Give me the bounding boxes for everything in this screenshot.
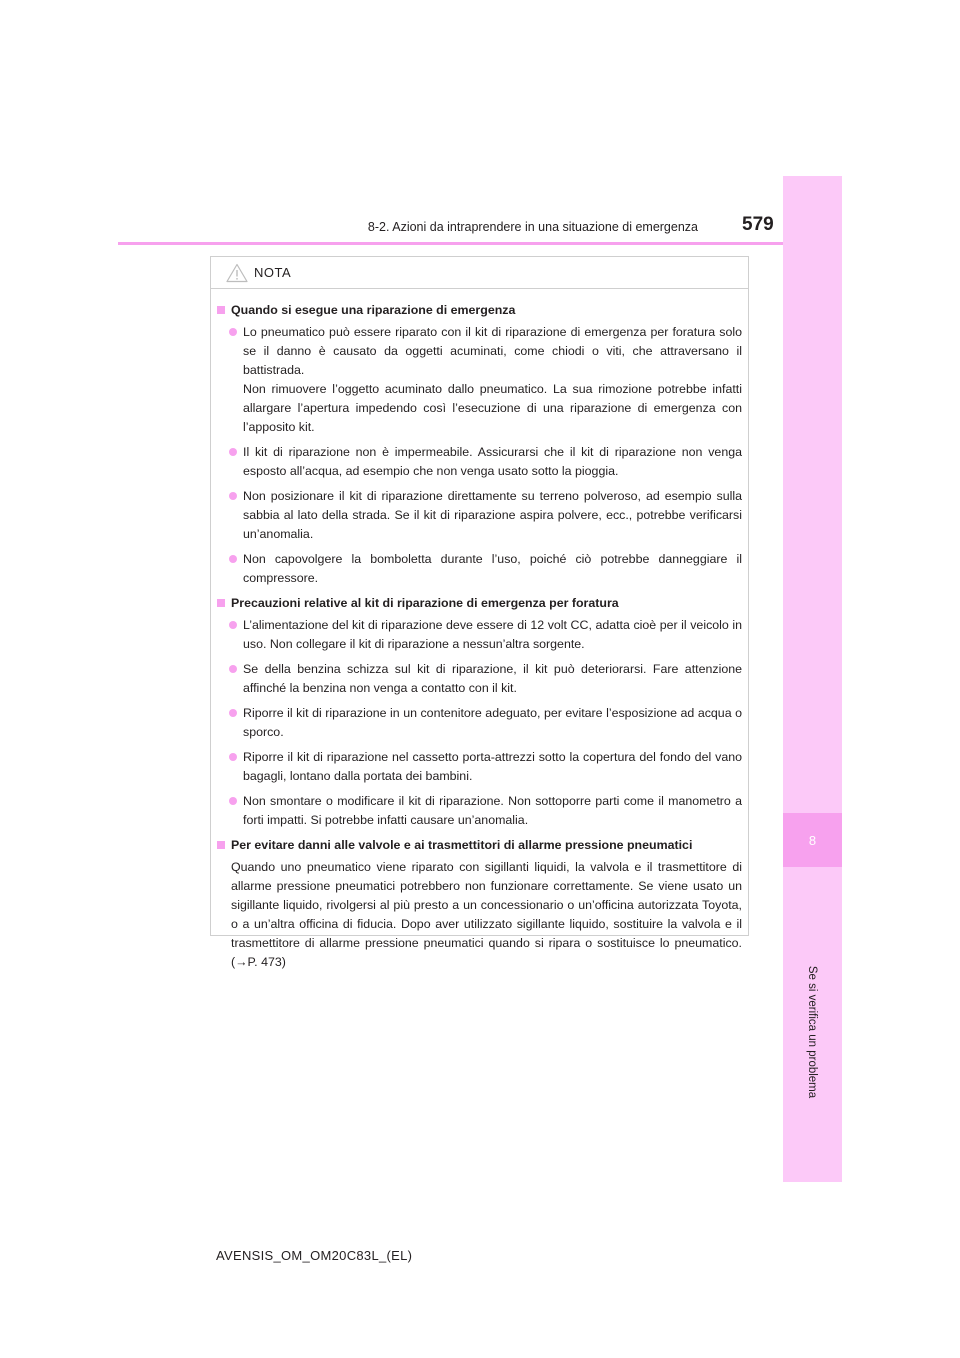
list-item — [229, 616, 742, 654]
circle-bullet-icon — [229, 665, 237, 673]
section-heading: Quando si esegue una riparazione di emergenza — [217, 301, 742, 320]
warning-triangle-icon — [226, 263, 248, 283]
note-body — [211, 289, 748, 972]
item-text: Riporre il kit di riparazione in un contenitore adeguato, per evitare l’esposizione ad acqua o sporco. — [243, 706, 742, 739]
list-item — [229, 792, 742, 830]
item-text: Se della benzina schizza sul kit di riparazione, il kit può deteriorarsi. Fare attenzione affinché la benzina non venga a contatto con il kit. — [243, 662, 742, 695]
note-section — [217, 836, 742, 972]
chapter-number: 8 — [783, 813, 842, 867]
section-title: 8-2. Azioni da intraprendere in una situazione di emergenza — [367, 220, 698, 234]
list-item — [229, 748, 742, 786]
item-text: L’alimentazione del kit di riparazione deve essere di 12 volt CC, adatta cioè per il veicolo in uso. Non collegare il kit di riparazione a nessun’altra sorgente. — [243, 618, 742, 651]
note-section — [217, 594, 742, 830]
note-box — [210, 256, 749, 969]
list-item — [229, 443, 742, 481]
circle-bullet-icon — [229, 492, 237, 500]
list-item — [229, 487, 742, 544]
circle-bullet-icon — [229, 621, 237, 629]
page-number: 579 — [742, 214, 774, 235]
circle-bullet-icon — [229, 753, 237, 761]
note-title: NOTA — [254, 265, 292, 280]
chapter-label: Se si verifica un problema — [806, 965, 818, 1099]
list-item — [229, 323, 742, 437]
circle-bullet-icon — [229, 709, 237, 717]
item-text: Non rimuovere l’oggetto acuminato dallo pneumatico. La sua rimozione potrebbe infatti allargare l’apertura impedendo così l’esecuzione di una riparazione di emergenza con l’apposito kit. — [243, 382, 742, 434]
circle-bullet-icon — [229, 328, 237, 336]
header-rule — [118, 242, 783, 245]
list-item — [229, 550, 742, 588]
note-header — [211, 257, 748, 289]
square-bullet-icon — [217, 841, 225, 849]
section-heading: Per evitare danni alle valvole e ai trasmettitori di allarme pressione pneumatici — [217, 836, 742, 855]
circle-bullet-icon — [229, 555, 237, 563]
item-text: Il kit di riparazione non è impermeabile. Assicurarsi che il kit di riparazione non venga esposto all’acqua, ad esempio che non venga usato sotto la pioggia. — [243, 445, 742, 478]
item-text: Non smontare o modificare il kit di riparazione. Non sottoporre parti come il manometro a forti impatti. Si potrebbe infatti causare un’anomalia. — [243, 794, 742, 827]
square-bullet-icon — [217, 599, 225, 607]
item-text: Non capovolgere la bomboletta durante l’uso, poiché ciò potrebbe danneggiare il compressore. — [243, 552, 742, 585]
section-heading: Precauzioni relative al kit di riparazione di emergenza per foratura — [217, 594, 742, 613]
square-bullet-icon — [217, 306, 225, 314]
section-text: Quando uno pneumatico viene riparato con sigillanti liquidi, la valvola e il trasmettitore di allarme pressione pneumatici potrebbero non funzionare correttamente. Se viene usato un sigillante liquido, rivolgersi al più presto a un concessionario o un’officina autorizzata Toyota, o a un’altra officina di fiducia. Dopo aver utilizzato sigillante liquido, sostituire la valvola e il trasmettitore di allarme pressione pneumatici quando si ripara o sostituisce lo pneumatico. (→P. 473) — [231, 860, 742, 969]
item-text: Non posizionare il kit di riparazione direttamente su terreno polveroso, ad esempio sulla sabbia al lato della strada. Se il kit di riparazione aspira polvere, ecc., potrebbe verificarsi un’anomalia. — [243, 489, 742, 541]
list-item — [229, 704, 742, 742]
item-text: Riporre il kit di riparazione nel cassetto porta-attrezzi sotto la copertura del fondo del vano bagagli, lontano dalla portata dei bambini. — [243, 750, 742, 783]
circle-bullet-icon — [229, 448, 237, 456]
circle-bullet-icon — [229, 797, 237, 805]
note-section — [217, 301, 742, 588]
document-code: AVENSIS_OM_OM20C83L_(EL) — [216, 1248, 413, 1263]
list-item — [229, 660, 742, 698]
item-text: Lo pneumatico può essere riparato con il kit di riparazione di emergenza per foratura solo se il danno è causato da oggetti acuminati, come chiodi o viti, che attraversano il battistrada. — [243, 325, 742, 377]
